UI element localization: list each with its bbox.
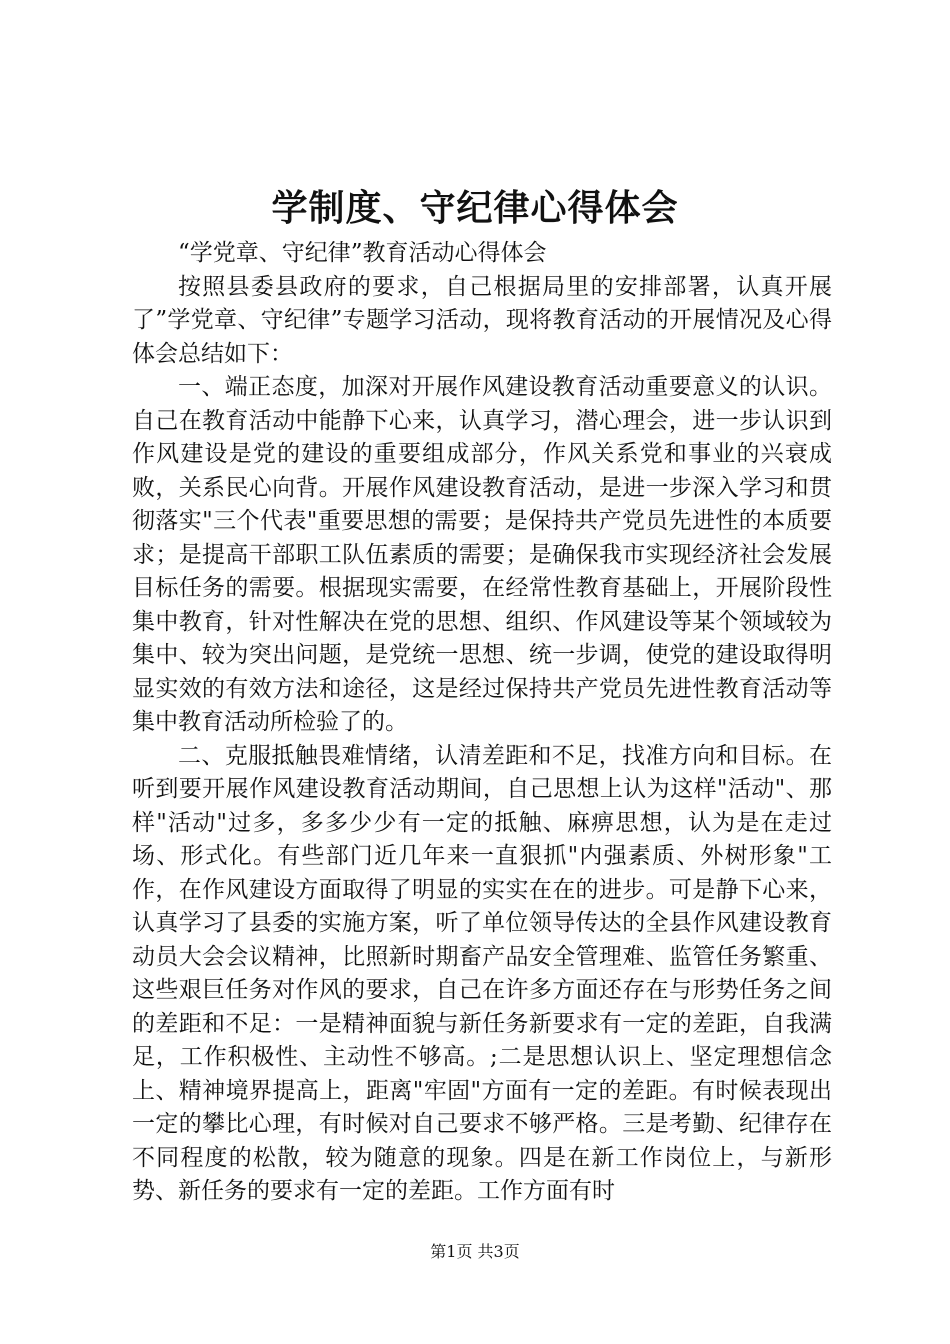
page-number-footer: 第1页 共3页 [430,1242,520,1261]
document-title: 学制度、守纪律心得体会 [271,187,679,229]
paragraph-section-one: 一、端正态度，加深对开展作风建设教育活动重要意义的认识。自己在教育活动中能静下心来，认真学习，潜心理会，进一步认识到作风建设是党的建设的重要组成部分，作风关系党和事业的兴衰成败，关系民心向背。开展作风建设教育活动，是进一步深入学习和贯彻落实"三个代表"重要思想的需要；是保持共产党员先进性的本质要求；是提高干部职工队伍素质的需要；是确保我市实现经济社会发展目标任务的需要。根据现实需要，在经常性教育基础上，开展阶段性集中教育，针对性解决在党的思想、组织、作风建设等某个领域较为集中、较为突出问题，是党统一思想、统一步调，使党的建设取得明显实效的有效方法和途径，这是经过保持共产党员先进性教育活动等集中教育活动所检验了的。 [132,374,832,735]
paragraph-intro: 按照县委县政府的要求，自己根据局里的安排部署，认真开展了”学党章、守纪律”专题学习活动，现将教育活动的开展情况及心得体会总结如下： [132,273,832,367]
paragraph-section-two: 二、克服抵触畏难情绪，认清差距和不足，找准方向和目标。在听到要开展作风建设教育活动期间，自己思想上认为这样"活动"、那样"活动"过多，多多少少有一定的抵触、麻痹思想，认为是在走过场、形式化。有些部门近几年来一直狠抓"内强素质、外树形象"工作，在作风建设方面取得了明显的实实在在的进步。可是静下心来，认真学习了县委的实施方案，听了单位领导传达的全县作风建设教育动员大会会议精神，比照新时期畜产品安全管理难、监管任务繁重、这些艰巨任务对作风的要求，自己在许多方面还存在与形势任务之间的差距和不足：一是精神面貌与新任务新要求有一定的差距，自我满足，工作积极性、主动性不够高。;二是思想认识上、坚定理想信念上、精神境界提高上，距离"牢固"方面有一定的差距。有时候表现出一定的攀比心理，有时候对自己要求不够严格。三是考勤、纪律存在不同程度的松散，较为随意的现象。四是在新工作岗位上，与新形势、新任务的要求有一定的差距。工作方面有时 [132,742,832,1204]
paragraph-subtitle: “学党章、守纪律”教育活动心得体会 [178,240,547,266]
document-body [132,237,832,1209]
